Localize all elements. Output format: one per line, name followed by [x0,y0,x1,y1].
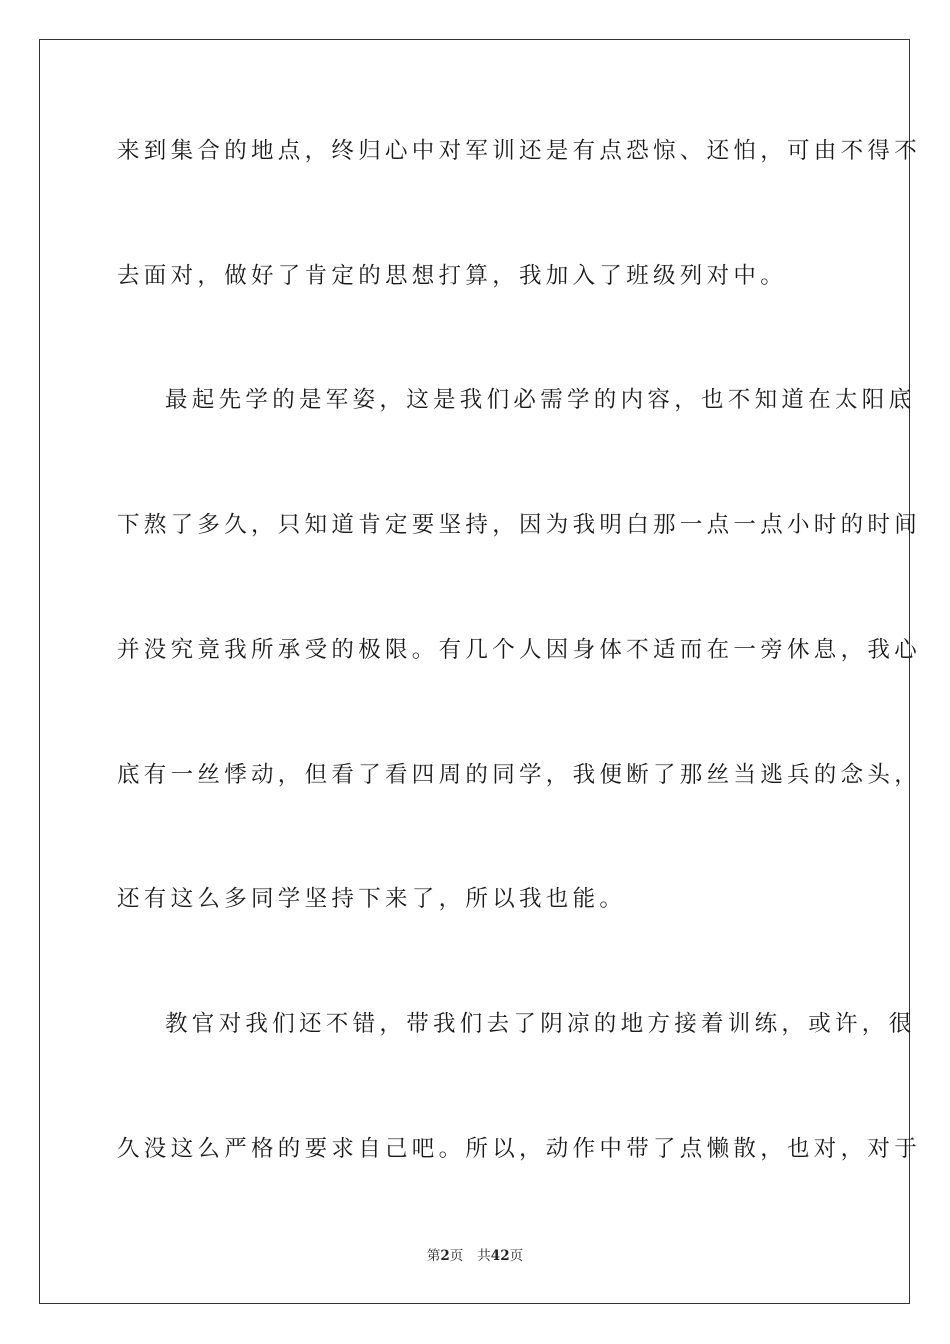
body-line-9: 久没这么严格的要求自己吧。所以，动作中带了点懒散，也对，对于 [117,1136,922,1162]
body-line-1: 来到集合的地点，终归心中对军训还是有点恐惊、还怕，可由不得不 [117,138,922,164]
body-line-3: 最起先学的是军姿，这是我们必需学的内容，也不知道在太阳底 [165,387,916,413]
page-suffix: 页 [449,1248,464,1264]
page-border [39,39,922,1304]
total-suffix: 页 [509,1248,524,1264]
body-line-6: 底有一丝悸动，但看了看四周的同学，我便断了那丝当逃兵的念头， [117,762,922,788]
body-line-7: 还有这么多同学坚持下来了，所以我也能。 [117,886,627,912]
body-line-8: 教官对我们还不错，带我们去了阴凉的地方接着训练，或许，很 [165,1011,916,1037]
page-footer [0,1247,950,1265]
page-prefix: 第 [426,1248,441,1264]
body-line-4: 下熬了多久，只知道肯定要坚持，因为我明白那一点一点小时的时间 [117,512,922,538]
body-line-5: 并没究竟我所承受的极限。有几个人因身体不适而在一旁休息，我心 [117,637,922,663]
total-pages: 42 [490,1248,510,1264]
total-prefix: 共 [477,1248,491,1264]
body-line-2: 去面对，做好了肯定的思想打算，我加入了班级列对中。 [117,263,788,289]
page-number: 2 [440,1248,450,1264]
